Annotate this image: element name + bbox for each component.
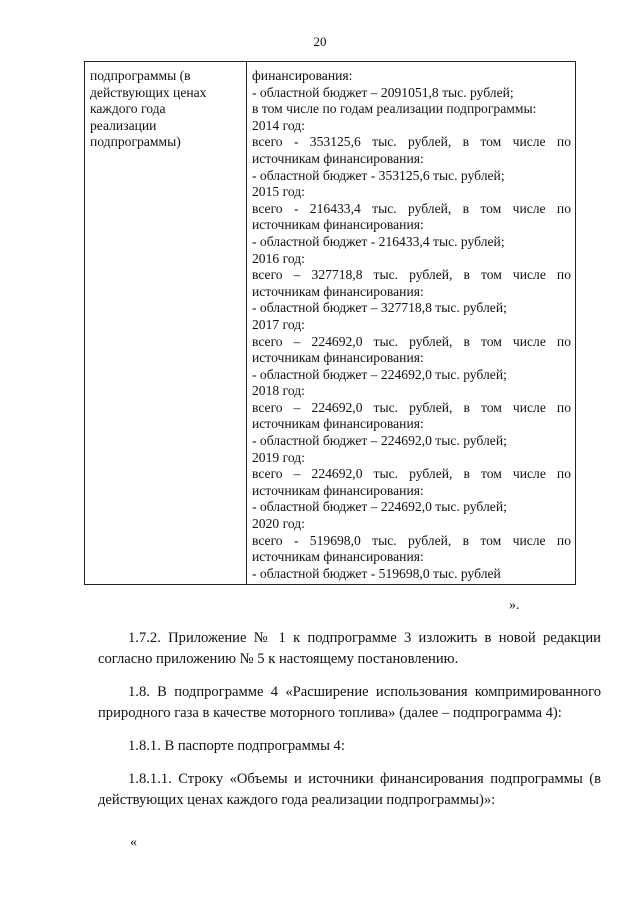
right-cell-line: всего – 224692,0 тыс. рублей, в том числе по (252, 333, 571, 349)
right-cell-line: 2017 год: (252, 316, 305, 332)
right-cell-line: источникам финансирования: (252, 217, 424, 233)
closing-quote: ». (509, 598, 520, 613)
table-row (85, 62, 576, 585)
right-cell-line: 2015 год: (252, 184, 305, 200)
page-number: 20 (313, 34, 327, 49)
right-cell-line: источникам финансирования: (252, 150, 424, 166)
right-cell-line: 2018 год: (252, 383, 305, 399)
left-cell-line: подпрограммы (в (90, 68, 191, 83)
right-cell-line: источникам финансирования: (252, 549, 424, 565)
right-cell-line: источникам финансирования: (252, 350, 424, 366)
right-cell-line: - областной бюджет – 224692,0 тыс. рублей; (252, 433, 507, 449)
left-cell (85, 62, 247, 585)
right-cell-line: всего – 327718,8 тыс. рублей, в том числе по (252, 267, 571, 283)
passport-table (84, 61, 576, 585)
left-cell-line: действующих ценах (90, 84, 207, 100)
right-cell-line: 2016 год: (252, 250, 305, 266)
right-cell-line: 2019 год: (252, 449, 305, 465)
right-cell-line: - областной бюджет – 2091051,8 тыс. рублей; (252, 84, 514, 100)
right-cell (247, 62, 576, 585)
paragraph: 1.8.1. В паспорте подпрограммы 4: (128, 738, 345, 754)
right-cell-line: источникам финансирования: (252, 416, 424, 432)
opening-quote: « (130, 835, 137, 850)
right-cell-line: всего – 224692,0 тыс. рублей, в том числе по (252, 466, 571, 482)
paragraph: 1.8. В подпрограмме 4 «Расширение использования компримированного природного газа в качестве моторного топлива» (далее – подпрограмма 4): (98, 684, 601, 721)
right-cell-line: всего - 216433,4 тыс. рублей, в том числе по (252, 200, 571, 216)
right-cell-line: финансирования: (252, 68, 353, 83)
right-cell-line: всего – 224692,0 тыс. рублей, в том числе по (252, 399, 571, 415)
right-cell-line: источникам финансирования: (252, 283, 424, 299)
right-cell-line: 2014 год: (252, 117, 305, 133)
right-cell-line: - областной бюджет – 224692,0 тыс. рублей; (252, 499, 507, 515)
right-cell-line: - областной бюджет - 216433,4 тыс. рублей; (252, 233, 505, 249)
right-cell-line: всего - 353125,6 тыс. рублей, в том числе по (252, 134, 571, 150)
right-cell-line: - областной бюджет - 353125,6 тыс. рублей; (252, 167, 505, 183)
paragraph: 1.7.2. Приложение № 1 к подпрограмме 3 изложить в новой редакции согласно приложению № 5 к настоящему постановлению. (98, 630, 601, 667)
left-cell-line: подпрограммы) (90, 134, 181, 150)
right-cell-line: в том числе по годам реализации подпрограммы: (252, 101, 537, 117)
right-cell-line: - областной бюджет – 327718,8 тыс. рублей; (252, 300, 507, 316)
body-text (98, 628, 601, 811)
left-cell-line: каждого года (90, 101, 166, 117)
right-cell-line: - областной бюджет - 519698,0 тыс. рублей (252, 565, 501, 581)
right-cell-line: 2020 год: (252, 516, 305, 532)
right-cell-line: всего - 519698,0 тыс. рублей, в том числе по (252, 532, 571, 548)
right-cell-line: источникам финансирования: (252, 482, 424, 498)
left-cell-line: реализации (90, 117, 157, 133)
paragraph: 1.8.1.1. Строку «Объемы и источники финансирования подпрограммы (в действующих ценах каждого года реализации подпрограммы)»: (98, 771, 601, 808)
right-cell-line: - областной бюджет – 224692,0 тыс. рублей; (252, 366, 507, 382)
